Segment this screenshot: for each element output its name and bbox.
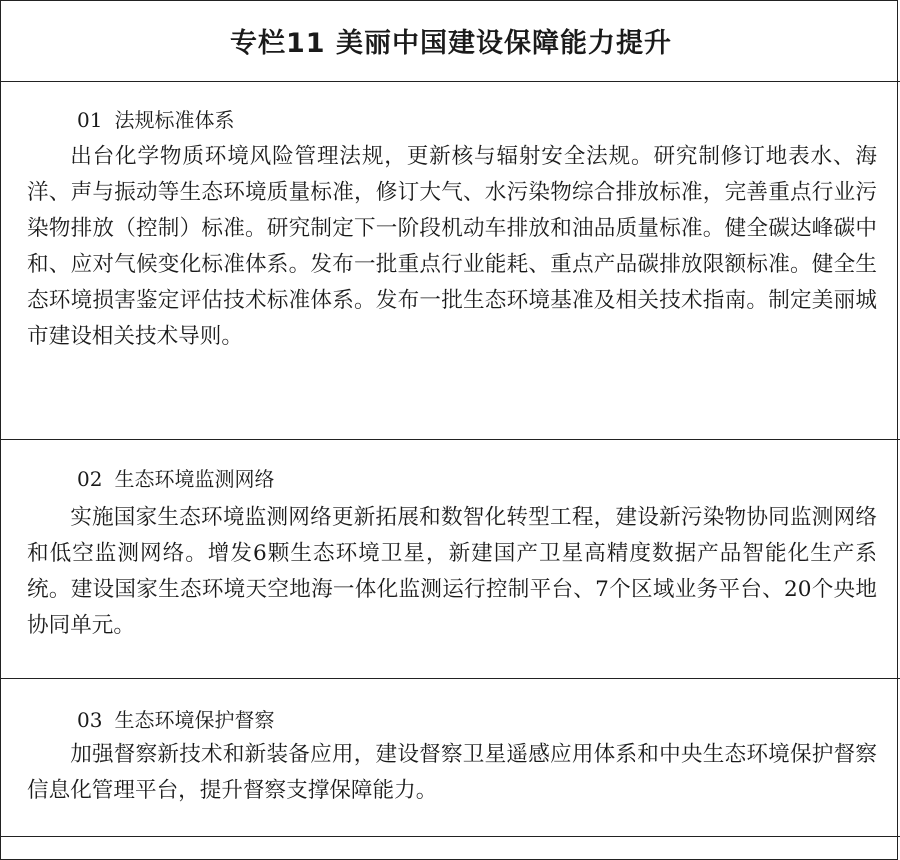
section-regulations-standards xyxy=(1,82,900,440)
section-number: 02 xyxy=(77,467,103,491)
section-inspection xyxy=(1,679,900,837)
section-title: 法规标准体系 xyxy=(114,108,235,132)
section-heading xyxy=(77,463,274,492)
section-monitoring-network xyxy=(1,440,900,679)
column-header xyxy=(1,1,900,82)
column-title: 专栏11 美丽中国建设保障能力提升 xyxy=(230,27,672,59)
section-number: 01 xyxy=(77,108,103,132)
section-title: 生态环境保护督察 xyxy=(114,708,275,732)
section-body: 出台化学物质环境风险管理法规，更新核与辐射安全法规。研究制修订地表水、海洋、声与振动等生态环境质量标准，修订大气、水污染物综合排放标准，完善重点行业污染物排放（控制）标准。研究制定下一阶段机动车排放和油品质量标准。健全碳达峰碳中和、应对气候变化标准体系。发布一批重点行业能耗、重点产品碳排放限额标准。健全生态环境损害鉴定评估技术标准体系。发布一批生态环境基准及相关技术指南。制定美丽城市建设相关技术导则。 xyxy=(27,144,877,349)
section-heading xyxy=(77,704,274,733)
section-body: 加强督察新技术和新装备应用，建设督察卫星遥感应用体系和中央生态环境保护督察信息化管理平台，提升督察支撑保障能力。 xyxy=(27,742,877,803)
section-title: 生态环境监测网络 xyxy=(114,467,275,491)
section-number: 03 xyxy=(77,708,103,732)
section-body: 实施国家生态环境监测网络更新拓展和数智化转型工程，建设新污染物协同监测网络和低空监测网络。增发6颗生态环境卫星，新建国产卫星高精度数据产品智能化生产系统。建设国家生态环境天空地海一体化监测运行控制平台、7个区域业务平台、20个央地协同单元。 xyxy=(27,505,877,638)
section-heading xyxy=(77,104,234,133)
